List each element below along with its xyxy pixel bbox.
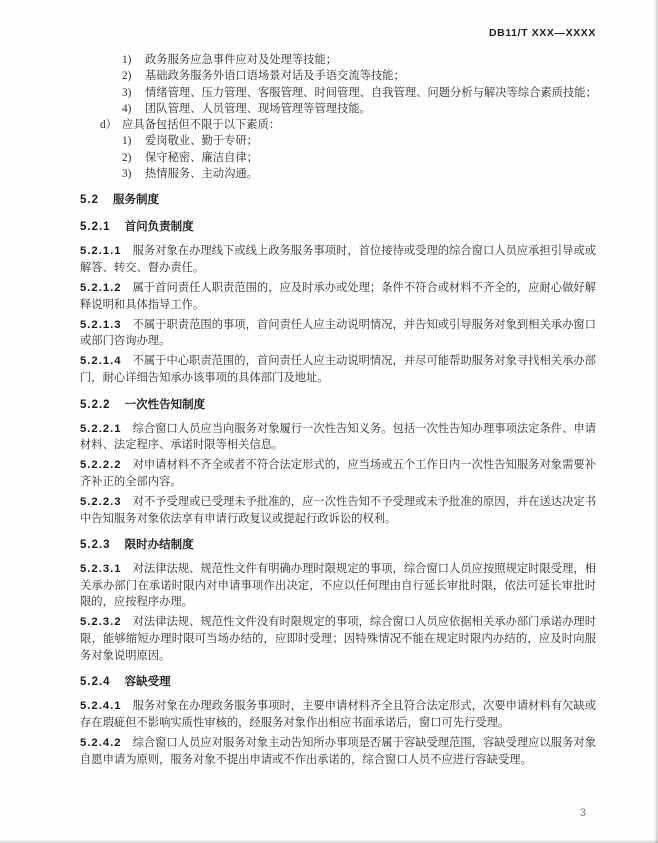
section-heading [80, 397, 596, 414]
list-text: 团队管理、人员管理、现场管理等管理技能。 [145, 102, 371, 115]
clause-paragraph [80, 353, 596, 386]
list-marker: 3) [122, 168, 132, 181]
clause-number: 5.2.1.3 [80, 318, 122, 331]
heading-number: 5.2.3 [80, 539, 111, 552]
clause-paragraph [80, 561, 596, 611]
clause-paragraph [80, 317, 596, 350]
list-marker: 1) [122, 135, 132, 148]
clause-number: 5.2.1.1 [80, 245, 122, 258]
clause-paragraph [80, 457, 596, 490]
heading-title: 首问负责制度 [124, 221, 194, 234]
list-item [80, 52, 596, 68]
clause-text: 服务对象在办理线下或线上政务服务事项时，首位接待或受理的综合窗口人员应承担引导或或解答、转交、督办责任。 [80, 245, 596, 274]
heading-title: 服务制度 [113, 194, 159, 207]
clause-number: 5.2.2.2 [80, 459, 122, 472]
clause-paragraph [80, 494, 596, 527]
section-heading [80, 537, 596, 554]
clause-text: 属于首问责任人职责范围的，应及时承办或处理；条件不符合或材料不齐全的，应耐心做好解释说明和具体指导工作。 [80, 282, 596, 311]
list-item [80, 166, 596, 182]
list-marker: d） [100, 119, 117, 132]
section-heading [80, 674, 596, 691]
clause-number: 5.2.2.3 [80, 496, 122, 508]
clause-paragraph [80, 614, 596, 664]
heading-number: 5.2 [80, 194, 99, 207]
clause-number: 5.2.1.2 [80, 282, 122, 295]
clause-text: 综合窗口人员应当向服务对象履行一次性告知义务。包括一次性告知办理事项法定条件、申请材料、法定程序、承诺时限等相关信息。 [80, 422, 596, 452]
content-area [80, 52, 596, 772]
heading-title: 一次性告知制度 [124, 398, 206, 411]
clause-text: 不属于中心职责范围的，首问责任人应主动说明情况，并尽可能帮助服务对象寻找相关承办部门，耐心详细告知承办该事项的具体部门及地址。 [80, 355, 596, 385]
list-item [80, 150, 596, 166]
list-marker: 3) [122, 86, 132, 99]
heading-title: 限时办结制度 [124, 539, 194, 552]
list-text: 爱岗敬业、勤于专研； [145, 135, 258, 148]
list-item [80, 85, 596, 101]
list-text: 情绪管理、压力管理、客服管理、时间管理、自我管理、问题分析与解决等综合素质技能； [145, 86, 597, 99]
clause-paragraph [80, 421, 596, 454]
bottom-edge-shadow [0, 839, 658, 843]
section-heading [80, 219, 596, 236]
list-marker: 2) [122, 151, 132, 164]
clause-number: 5.2.4.2 [80, 736, 122, 749]
heading-number: 5.2.1 [80, 221, 111, 234]
right-edge-shadow [654, 0, 658, 843]
clause-paragraph [80, 698, 596, 731]
list-text: 保守秘密、廉洁自律； [145, 151, 258, 164]
clause-text: 服务对象在办理政务服务事项时，主要申请材料齐全且符合法定形式，次要申请材料有欠缺或存在瑕疵但不影响实质性审核的，经服务对象作出相应书面承诺后，窗口可先行受理。 [80, 700, 596, 729]
clause-number: 5.2.4.1 [80, 700, 122, 713]
list-marker: 1) [122, 54, 132, 66]
clause-text: 对申请材料不齐全或者不符合法定形式的，应当场或五个工作日内一次性告知服务对象需要补齐补正的全部内容。 [80, 459, 596, 488]
heading-number: 5.2.2 [80, 398, 111, 411]
clause-paragraph [80, 735, 596, 768]
clause-number: 5.2.2.1 [80, 422, 122, 435]
list-text: 政务服务应急事件应对及处理等技能； [145, 54, 338, 66]
clause-paragraph [80, 243, 596, 276]
clause-text: 对不予受理或已受理未予批准的，应一次性告知不予受理或未予批准的原因，并在送达决定书中告知服务对象依法享有申请行政复议或提起行政诉讼的权利。 [80, 496, 596, 525]
clause-number: 5.2.3.1 [80, 563, 122, 576]
clause-text: 对法律法规、规范性文件没有时限规定的事项，综合窗口人员应依据相关承办部门承诺办理时限，能够缩短办理时限可当场办结的，应即时受理；因特殊情况不能在规定时限内办结的，应及时向服务对象说明原因。 [80, 616, 596, 662]
clause-number: 5.2.3.2 [80, 616, 122, 629]
list-item [80, 68, 596, 84]
list-text: 基础政务服务外语口语场景对话及手语交流等技能； [145, 70, 405, 83]
clause-text: 对法律法规、规范性文件有明确办理时限规定的事项，综合窗口人员应按照规定时限受理，相关承办部门在承诺时限内对申请事项作出决定，不应以任何理由自行延长审批时限，依法可延长审批时限的，应按程序办理。 [80, 563, 596, 609]
list-item [80, 117, 596, 133]
list-item [80, 101, 596, 117]
clause-text: 不属于职责范围的事项，首问责任人应主动说明情况，并告知或引导服务对象到相关承办窗口或部门咨询办理。 [80, 318, 596, 348]
list-marker: 4) [122, 102, 132, 115]
list-text: 应具备包括但不限于以下素质： [122, 119, 281, 132]
clause-number: 5.2.1.4 [80, 355, 122, 368]
clause-paragraph [80, 280, 596, 313]
list-text: 热情服务、主动沟通。 [145, 168, 258, 181]
heading-number: 5.2.4 [80, 676, 111, 689]
clause-text: 综合窗口人员应对服务对象主动告知所办事项是否属于容缺受理范围，容缺受理应以服务对象自愿申请为原则，服务对象不提出申请或不作出承诺的，综合窗口人员不应进行容缺受理。 [80, 736, 596, 766]
section-heading [80, 192, 596, 209]
doc-code-header: DB11/T XXX—XXXX [488, 27, 596, 39]
page-number: 3 [579, 807, 586, 819]
list-marker: 2) [122, 70, 132, 83]
list-item [80, 133, 596, 149]
heading-title: 容缺受理 [124, 676, 171, 689]
